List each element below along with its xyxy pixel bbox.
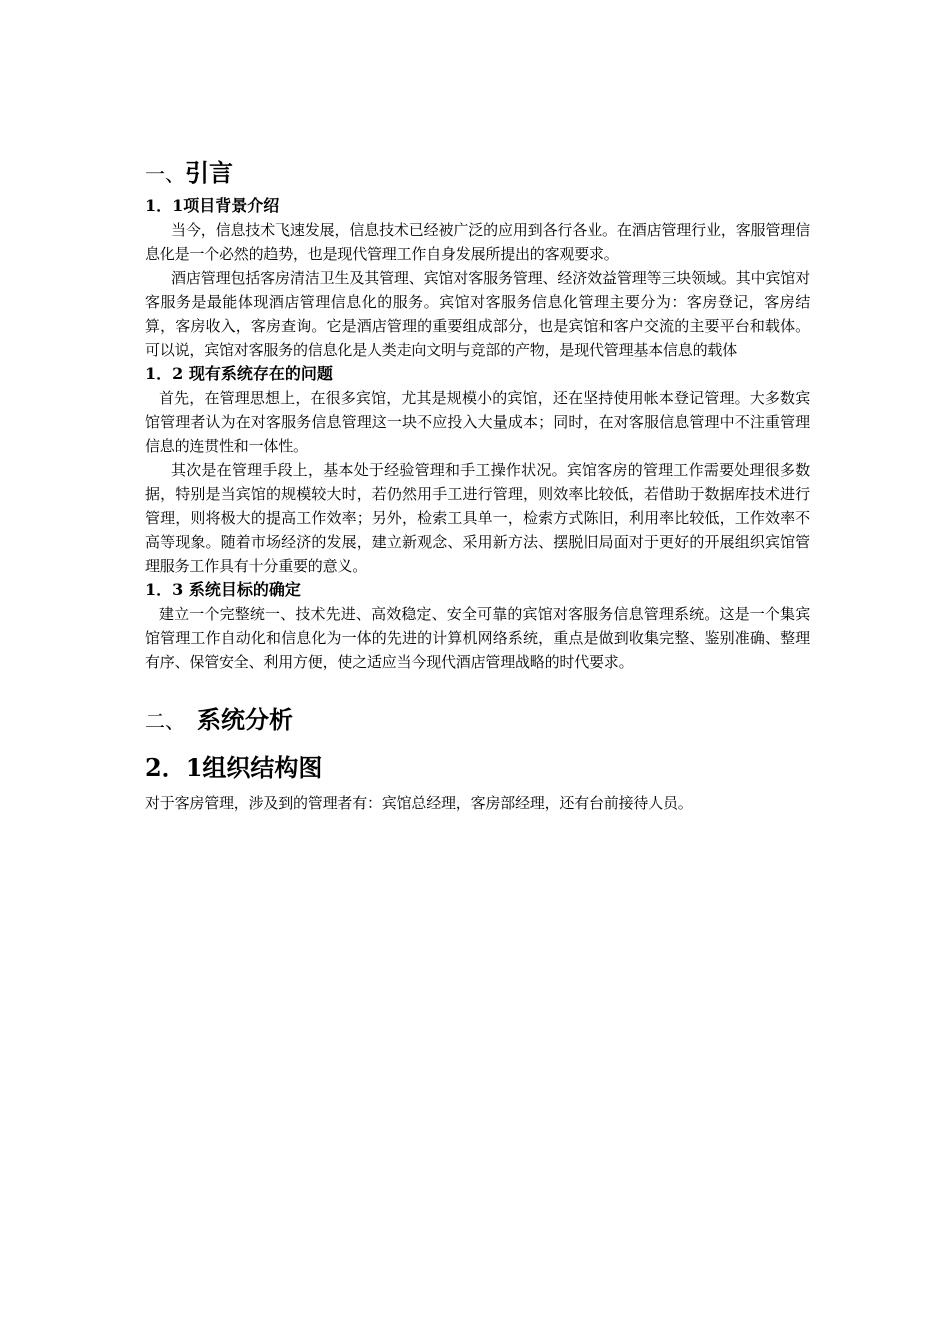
section-1-heading	[145, 155, 810, 192]
section-1-2-heading: 1．2 现有系统存在的问题	[145, 364, 333, 383]
section-2-1-heading: 2．1组织结构图	[145, 753, 323, 782]
section-1-1-paragraph-1: 当今，信息技术飞速发展，信息技术已经被广泛的应用到各行各业。在酒店管理行业，客服管理信息化是一个必然的趋势，也是现代管理工作自身发展所提出的客观要求。	[145, 221, 810, 263]
document-page	[145, 155, 810, 815]
section-2-title: 系统分析	[197, 705, 293, 734]
section-2-number: 二、	[145, 709, 185, 733]
section-1-1-paragraph-2: 酒店管理包括客房清洁卫生及其管理、宾馆对客服务管理、经济效益管理等三块领域。其中宾馆对客服务是最能体现酒店管理信息化的服务。宾馆对客服务信息化管理主要分为：客房登记，客房结算，客房收入，客房查询。它是酒店管理的重要组成部分，也是宾馆和客户交流的主要平台和载体。可以说，宾馆对客服务的信息化是人类走向文明与竞部的产物，是现代管理基本信息的载体	[145, 269, 810, 359]
section-2-1-paragraph-1: 对于客房管理，涉及到的管理者有：宾馆总经理，客房部经理，还有台前接待人员。	[145, 794, 693, 812]
section-2-heading	[145, 702, 810, 739]
section-1-3-paragraph-1: 建立一个完整统一、技术先进、高效稳定、安全可靠的宾馆对客服务信息管理系统。这是一个集宾馆管理工作自动化和信息化为一体的先进的计算机网络系统，重点是做到收集完整、鉴别准确、整理有序、保管安全、利用方便，使之适应当今现代酒店管理战略的时代要求。	[145, 605, 810, 671]
section-1-1-heading: 1．1项目背景介绍	[145, 196, 280, 215]
section-1-2-paragraph-1: 首先，在管理思想上，在很多宾馆，尤其是规模小的宾馆，还在坚持使用帐本登记管理。大多数宾馆管理者认为在对客服务信息管理这一块不应投入大量成本；同时，在对客服信息管理中不注重管理信息的连贯性和一体性。	[145, 389, 810, 455]
section-1-number: 一、	[145, 162, 185, 186]
section-1-2-paragraph-2: 其次是在管理手段上，基本处于经验管理和手工操作状况。宾馆客房的管理工作需要处理很多数据，特别是当宾馆的规模较大时，若仍然用手工进行管理，则效率比较低，若借助于数据库技术进行管理，则将极大的提高工作效率；另外，检索工具单一，检索方式陈旧，利用率比较低，工作效率不高等现象。随着市场经济的发展，建立新观念、采用新方法、摆脱旧局面对于更好的开展组织宾馆管理服务工作具有十分重要的意义。	[145, 461, 810, 575]
section-1-title: 引言	[185, 158, 233, 187]
section-1-3-heading: 1．3 系统目标的确定	[145, 580, 301, 599]
